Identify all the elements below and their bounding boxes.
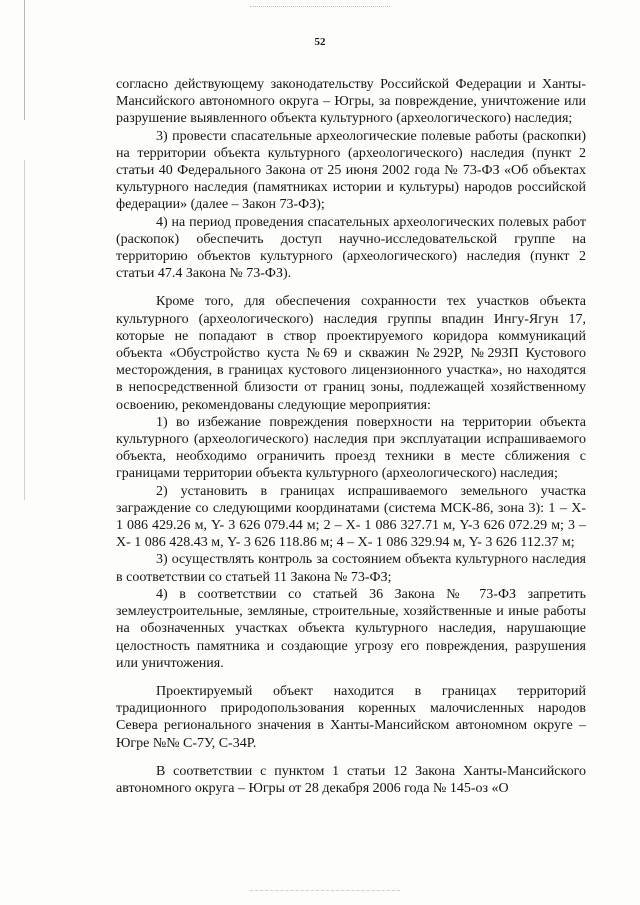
paragraph: Кроме того, для обеспечения сохранности тех участков объекта культурного (археологического) наследия группы впадин Ингу-Ягун 17, которые не попадают в створ проектируемого коридора коммуникаций объекта «Обустройство куста №69 и скважин №292Р, №293П Кустового месторождения, в границах кустового лицензионного участка», но находятся в непосредственной близости от границ зоны, подлежащей хозяйственному освоению, рекомендованы следующие мероприятия: [116, 294, 586, 413]
paragraph: 4) на период проведения спасательных археологических полевых работ (раскопок) обеспечить доступ научно-исследовательской группе на территорию объектов культурного (археологического) наследия (пункт 2 статьи 47.4 Закона № 73-ФЗ). [116, 214, 586, 282]
paragraph: В соответствии с пунктом 1 статьи 12 Закона Ханты-Мансийского автономного округа – Югры от 28 декабря 2006 года № 145-оз «О [116, 763, 586, 796]
page-number: 52 [314, 36, 326, 48]
paragraph: 3) провести спасательные археологические полевые работы (раскопки) на территории объекта культурного (археологического) наследия (пункт 2 статьи 40 Федерального Закона от 25 июня 2002 года № 73-ФЗ «Об объектах культурного наследия (памятниках истории и культуры) народов российской федерации» (далее – Закон 73-ФЗ); [116, 128, 586, 213]
paragraph: 1) во избежание повреждения поверхности на территории объекта культурного (археологического) наследия при эксплуатации испрашиваемого объекта, необходимо ограничить проезд техники в месте сближения с границами территории объекта культурного (археологического) наследия; [116, 414, 586, 482]
paragraph: 3) осуществлять контроль за состоянием объекта культурного наследия в соответствии со статьей 11 Закона № 73-ФЗ; [116, 552, 586, 585]
document-body [116, 76, 586, 797]
paragraph: согласно действующему законодательству Российской Федерации и Ханты-Мансийского автономного округа – Югры, за повреждение, уничтожение или разрушение выявленного объекта культурного (археологического) наследия; [116, 77, 586, 127]
paragraph: 2) установить в границах испрашиваемого земельного участка заграждение со следующими координатами (система МСК-86, зона 3): 1 – Х- 1 086 429.26 м, Y- 3 626 079.44 м; 2 – Х- 1 086 327.71 м, Y-3 626 072.29 м; 3 – Х- 1 086 428.43 м, Y- 3 626 118.86 м; 4 – Х- 1 086 329.94 м, Y- 3 626 112.37 м; [116, 483, 586, 551]
paragraph: 4) в соответствии со статьей 36 Закона № 73-ФЗ запретить землеустроительные, земляные, строительные, хозяйственные и иные работы на обозначенных участках объекта культурного наследия, нарушающие целостность памятника и создающие угрозу его повреждения, разрушения или уничтожения. [116, 586, 586, 671]
paragraph: Проектируемый объект находится в границах территорий традиционного природопользования коренных малочисленных народов Севера регионального значения в Ханты-Мансийском автономном округе –Югре №№ С-7У, С-34Р. [116, 683, 586, 751]
scan-artifact-top [250, 6, 390, 15]
scan-edge-mark [24, 160, 25, 500]
scan-artifact-bottom [250, 890, 400, 897]
scan-edge-mark [24, 0, 25, 120]
